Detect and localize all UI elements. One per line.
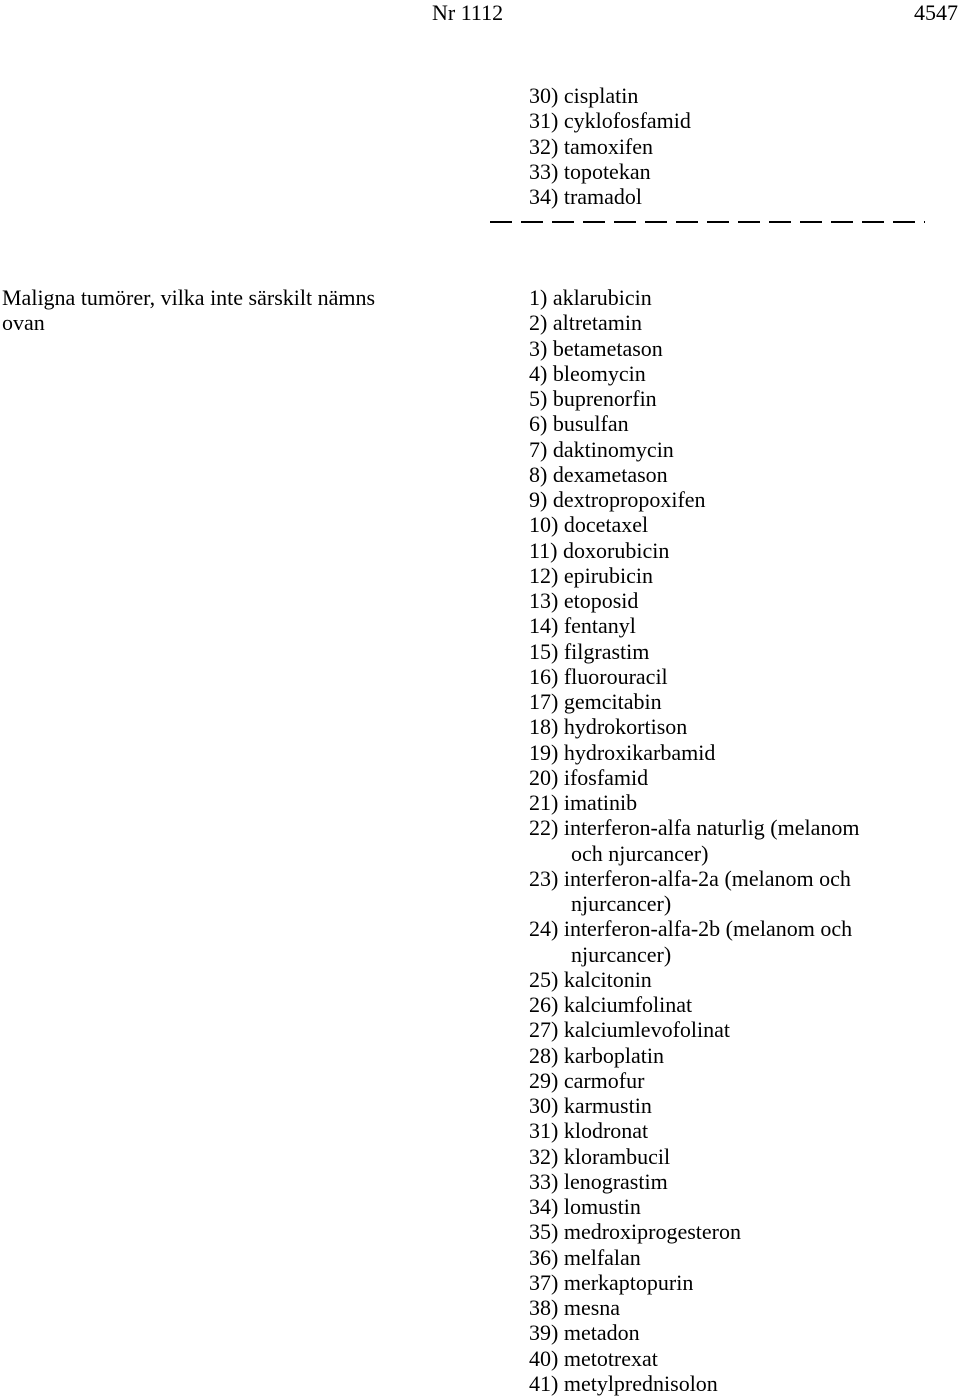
drug-name: hydrokortison	[563, 714, 688, 740]
drug-name-continuation: njurcancer)	[571, 891, 672, 916]
drug-name: daktinomycin	[552, 436, 674, 462]
list-item	[529, 1320, 859, 1345]
item-number: 22)	[529, 815, 559, 841]
item-number: 32)	[529, 1143, 559, 1169]
item-number: 17)	[529, 689, 559, 714]
item-number: 31)	[529, 108, 559, 134]
list-item	[529, 108, 691, 133]
drug-name: filgrastim	[563, 638, 650, 664]
item-number: 10)	[529, 512, 559, 538]
drug-name: lomustin	[563, 1194, 641, 1219]
drug-name: aklarubicin	[552, 285, 652, 310]
drug-name: klorambucil	[563, 1143, 671, 1169]
list-item	[529, 462, 859, 487]
item-number: 15)	[529, 638, 559, 664]
list-item	[529, 1068, 859, 1093]
item-number: 33)	[529, 1168, 559, 1194]
drug-name: cisplatin	[563, 83, 639, 108]
list-item	[529, 336, 859, 361]
list-item	[529, 1346, 859, 1371]
drug-name: kalcitonin	[563, 966, 652, 992]
item-number: 24)	[529, 916, 559, 942]
item-number: 30)	[529, 1093, 559, 1118]
item-number: 12)	[529, 562, 559, 588]
item-number: 38)	[529, 1295, 559, 1320]
list-item	[529, 689, 859, 714]
item-number: 40)	[529, 1345, 559, 1371]
drug-name: hydroxikarbamid	[563, 739, 716, 765]
list-item	[529, 285, 859, 310]
drug-name: betametason	[552, 335, 663, 361]
item-number: 27)	[529, 1017, 559, 1043]
list-item	[529, 386, 859, 411]
drug-name-continuation: njurcancer)	[571, 941, 672, 967]
drug-name: metotrexat	[563, 1345, 658, 1371]
list-item	[529, 1093, 859, 1118]
drug-name: etoposid	[563, 588, 639, 613]
item-number: 8)	[529, 461, 548, 487]
drug-name: topotekan	[563, 158, 651, 184]
list-item	[529, 1270, 859, 1295]
drug-name: buprenorfin	[552, 386, 657, 411]
drug-name: docetaxel	[563, 512, 649, 538]
list-item	[529, 134, 691, 159]
item-number: 9)	[529, 487, 548, 512]
list-item	[529, 487, 859, 512]
drug-name: gemcitabin	[563, 689, 662, 714]
list-item	[529, 437, 859, 462]
item-number: 13)	[529, 588, 559, 613]
item-number: 16)	[529, 663, 559, 689]
page-number: 4547	[914, 0, 958, 25]
list-item	[529, 992, 859, 1017]
continued-drug-list	[529, 83, 691, 209]
list-item	[529, 411, 859, 436]
drug-name: bleomycin	[552, 360, 646, 386]
item-number: 19)	[529, 739, 559, 765]
item-number: 18)	[529, 714, 559, 740]
item-number: 25)	[529, 966, 559, 992]
drug-name: cyklofosfamid	[563, 108, 691, 134]
item-number: 14)	[529, 613, 559, 639]
drug-name: epirubicin	[563, 562, 654, 588]
list-item	[529, 83, 691, 108]
list-item	[529, 790, 859, 815]
list-item	[529, 1043, 859, 1068]
drug-name: dextropropoxifen	[552, 487, 706, 512]
list-item	[529, 765, 859, 790]
item-number: 32)	[529, 133, 559, 159]
list-item	[529, 310, 859, 335]
drug-name: interferon-alfa naturlig (melanom	[563, 815, 860, 841]
drug-name: dexametason	[552, 461, 668, 487]
list-item	[529, 1295, 859, 1320]
drug-name-continuation: och njurcancer)	[571, 840, 709, 866]
indication-label	[2, 285, 452, 336]
item-number: 31)	[529, 1118, 559, 1144]
list-item	[529, 815, 859, 866]
item-number: 4)	[529, 360, 548, 386]
list-item	[529, 613, 859, 638]
drug-name: kalciumfolinat	[563, 992, 693, 1017]
list-item	[529, 916, 859, 967]
drug-name: medroxiprogesteron	[563, 1219, 741, 1245]
section-divider	[490, 221, 925, 223]
drug-name: karmustin	[563, 1093, 652, 1118]
item-number: 6)	[529, 411, 548, 437]
list-item	[529, 1144, 859, 1169]
list-item	[529, 1245, 859, 1270]
item-number: 41)	[529, 1370, 559, 1396]
drug-name: fentanyl	[563, 613, 636, 639]
list-item	[529, 538, 859, 563]
indication-label-line: ovan	[2, 310, 45, 336]
drug-name: ifosfamid	[563, 764, 649, 790]
drug-name: karboplatin	[563, 1042, 665, 1068]
list-item	[529, 1169, 859, 1194]
drug-name: metylprednisolon	[563, 1370, 718, 1396]
drug-list	[529, 285, 859, 1396]
drug-name: tramadol	[563, 184, 643, 209]
drug-name: melfalan	[563, 1244, 641, 1270]
list-item	[529, 361, 859, 386]
list-item	[529, 740, 859, 765]
item-number: 2)	[529, 310, 548, 336]
item-number: 1)	[529, 285, 548, 310]
item-number: 3)	[529, 335, 548, 361]
item-number: 20)	[529, 764, 559, 790]
drug-name: metadon	[563, 1320, 640, 1346]
list-item	[529, 639, 859, 664]
drug-name: doxorubicin	[563, 537, 670, 563]
item-number: 37)	[529, 1269, 559, 1295]
drug-name: carmofur	[563, 1067, 645, 1093]
item-number: 29)	[529, 1067, 559, 1093]
item-number: 34)	[529, 184, 559, 209]
drug-name: tamoxifen	[563, 133, 654, 159]
item-number: 36)	[529, 1244, 559, 1270]
list-item	[529, 714, 859, 739]
item-number: 21)	[529, 790, 559, 815]
drug-name: klodronat	[563, 1118, 649, 1144]
drug-name: imatinib	[563, 790, 638, 815]
item-number: 11)	[529, 537, 558, 563]
item-number: 35)	[529, 1219, 559, 1245]
list-item	[529, 1118, 859, 1143]
item-number: 39)	[529, 1320, 559, 1346]
list-item	[529, 1194, 859, 1219]
drug-name: mesna	[563, 1295, 621, 1320]
list-item	[529, 159, 691, 184]
list-item	[529, 967, 859, 992]
item-number: 34)	[529, 1194, 559, 1219]
list-item	[529, 866, 859, 917]
drug-name: busulfan	[552, 411, 629, 437]
drug-name: lenograstim	[563, 1168, 668, 1194]
item-number: 26)	[529, 992, 559, 1017]
drug-name: merkaptopurin	[563, 1269, 694, 1295]
item-number: 5)	[529, 386, 548, 411]
list-item	[529, 1219, 859, 1244]
list-item	[529, 512, 859, 537]
list-item	[529, 563, 859, 588]
drug-name: altretamin	[552, 310, 643, 336]
indication-label-line: Maligna tumörer, vilka inte särskilt nämns	[2, 285, 376, 310]
drug-name: kalciumlevofolinat	[563, 1017, 730, 1043]
drug-name: fluorouracil	[563, 663, 668, 689]
page-series-number: Nr 1112	[432, 0, 504, 25]
item-number: 23)	[529, 865, 559, 891]
item-number: 28)	[529, 1042, 559, 1068]
item-number: 7)	[529, 436, 548, 462]
list-item	[529, 664, 859, 689]
item-number: 33)	[529, 158, 559, 184]
list-item	[529, 588, 859, 613]
list-item	[529, 1371, 859, 1396]
list-item	[529, 1017, 859, 1042]
drug-name: interferon-alfa-2b (melanom och	[563, 916, 853, 942]
item-number: 30)	[529, 83, 559, 108]
list-item	[529, 184, 691, 209]
drug-name: interferon-alfa-2a (melanom och	[563, 865, 851, 891]
